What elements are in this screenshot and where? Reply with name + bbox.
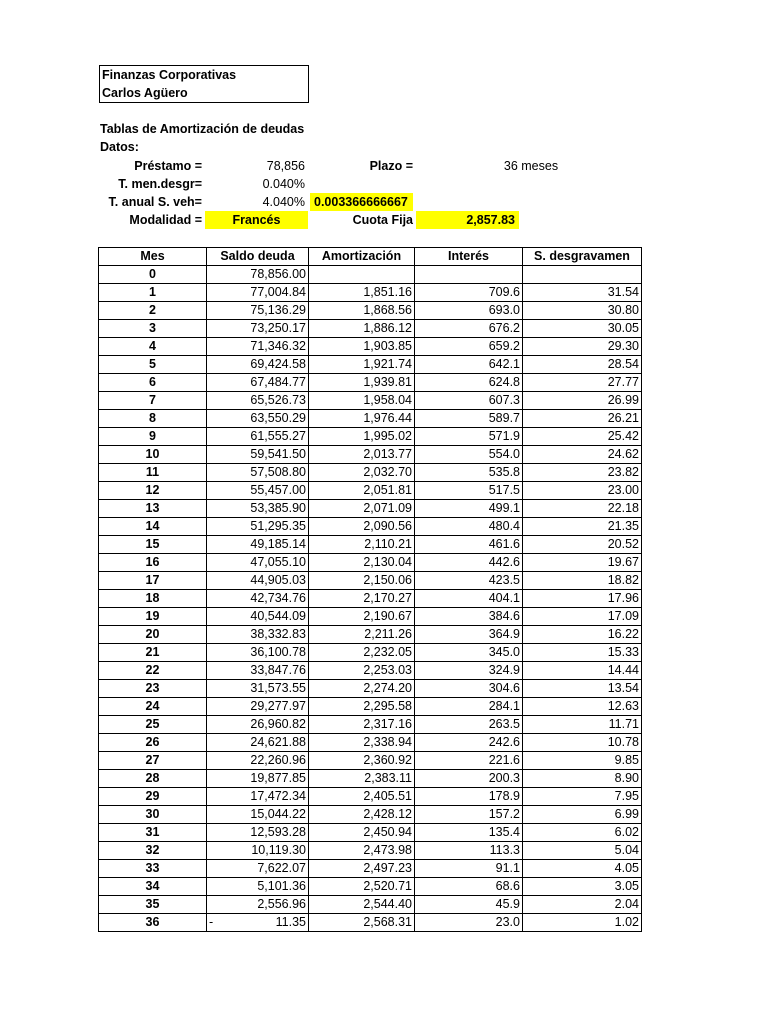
cell-interes: 480.4 [415, 518, 523, 536]
cell-saldo: 63,550.29 [207, 410, 309, 428]
cell-mes: 17 [99, 572, 207, 590]
cell-desgravamen: 19.67 [523, 554, 642, 572]
tanual-monthly-rate: 0.003366666667 [310, 193, 413, 211]
table-row [99, 464, 642, 482]
table-header-row [99, 248, 642, 266]
table-row [99, 482, 642, 500]
cell-amortizacion: 1,939.81 [309, 374, 415, 392]
cell-saldo: 59,541.50 [207, 446, 309, 464]
cell-amortizacion: 1,995.02 [309, 428, 415, 446]
cell-mes: 14 [99, 518, 207, 536]
cell-interes: 221.6 [415, 752, 523, 770]
cell-saldo: 78,856.00 [207, 266, 309, 284]
cell-amortizacion: 1,976.44 [309, 410, 415, 428]
cell-mes: 3 [99, 320, 207, 338]
cell-mes: 12 [99, 482, 207, 500]
cell-interes: 242.6 [415, 734, 523, 752]
table-row [99, 572, 642, 590]
cell-desgravamen: 8.90 [523, 770, 642, 788]
col-header-saldo: Saldo deuda [207, 248, 309, 266]
cell-desgravamen [523, 266, 642, 284]
cell-amortizacion: 2,317.16 [309, 716, 415, 734]
cell-saldo: 47,055.10 [207, 554, 309, 572]
cell-interes: 91.1 [415, 860, 523, 878]
cell-interes: 113.3 [415, 842, 523, 860]
cell-saldo: 69,424.58 [207, 356, 309, 374]
cell-desgravamen: 13.54 [523, 680, 642, 698]
table-row [99, 266, 642, 284]
cell-saldo: 5,101.36 [207, 878, 309, 896]
cell-amortizacion: 2,295.58 [309, 698, 415, 716]
cell-desgravamen: 16.22 [523, 626, 642, 644]
cell-amortizacion: 2,450.94 [309, 824, 415, 842]
table-row [99, 752, 642, 770]
table-row [99, 500, 642, 518]
cell-mes: 7 [99, 392, 207, 410]
cell-desgravamen: 18.82 [523, 572, 642, 590]
table-row [99, 824, 642, 842]
cell-mes: 26 [99, 734, 207, 752]
cell-desgravamen: 26.99 [523, 392, 642, 410]
cell-amortizacion: 1,886.12 [309, 320, 415, 338]
cell-amortizacion: 2,170.27 [309, 590, 415, 608]
cell-amortizacion: 2,190.67 [309, 608, 415, 626]
cell-amortizacion: 2,013.77 [309, 446, 415, 464]
table-row [99, 644, 642, 662]
table-row [99, 842, 642, 860]
cell-interes: 324.9 [415, 662, 523, 680]
cell-interes: 517.5 [415, 482, 523, 500]
cell-mes: 20 [99, 626, 207, 644]
cell-saldo: 44,905.03 [207, 572, 309, 590]
cell-amortizacion: 2,051.81 [309, 482, 415, 500]
cell-amortizacion: 2,338.94 [309, 734, 415, 752]
cell-desgravamen: 29.30 [523, 338, 642, 356]
cell-interes: 624.8 [415, 374, 523, 392]
cell-desgravamen: 30.80 [523, 302, 642, 320]
table-row [99, 896, 642, 914]
table-row [99, 734, 642, 752]
cell-amortizacion: 1,921.74 [309, 356, 415, 374]
cell-saldo: 38,332.83 [207, 626, 309, 644]
cell-interes: 45.9 [415, 896, 523, 914]
table-row [99, 590, 642, 608]
cell-mes: 6 [99, 374, 207, 392]
cell-mes: 27 [99, 752, 207, 770]
cell-saldo: 57,508.80 [207, 464, 309, 482]
cell-mes: 30 [99, 806, 207, 824]
cell-saldo: 51,295.35 [207, 518, 309, 536]
cuota-value: 2,857.83 [416, 211, 519, 229]
table-row [99, 554, 642, 572]
cell-mes: 33 [99, 860, 207, 878]
cell-mes: 0 [99, 266, 207, 284]
cell-amortizacion [309, 266, 415, 284]
col-header-desgravamen: S. desgravamen [523, 248, 642, 266]
table-row [99, 806, 642, 824]
negative-sign: - [209, 915, 214, 929]
cell-amortizacion: 2,568.31 [309, 914, 415, 932]
cell-desgravamen: 15.33 [523, 644, 642, 662]
cell-desgravamen: 24.62 [523, 446, 642, 464]
cell-interes: 709.6 [415, 284, 523, 302]
cell-desgravamen: 20.52 [523, 536, 642, 554]
cell-mes: 9 [99, 428, 207, 446]
cell-mes: 15 [99, 536, 207, 554]
cell-saldo: 33,847.76 [207, 662, 309, 680]
cell-saldo: 67,484.77 [207, 374, 309, 392]
cell-interes: 384.6 [415, 608, 523, 626]
table-row [99, 356, 642, 374]
cell-interes: 423.5 [415, 572, 523, 590]
cell-desgravamen: 5.04 [523, 842, 642, 860]
cell-mes: 19 [99, 608, 207, 626]
cell-interes: 200.3 [415, 770, 523, 788]
cell-interes: 535.8 [415, 464, 523, 482]
cell-mes: 10 [99, 446, 207, 464]
cell-mes: 35 [99, 896, 207, 914]
section-title: Tablas de Amortización de deudas [100, 122, 305, 136]
cell-saldo: 15,044.22 [207, 806, 309, 824]
cell-saldo: 75,136.29 [207, 302, 309, 320]
cell-desgravamen: 21.35 [523, 518, 642, 536]
table-row [99, 374, 642, 392]
table-row [99, 302, 642, 320]
cell-desgravamen: 10.78 [523, 734, 642, 752]
cell-saldo: 40,544.09 [207, 608, 309, 626]
cell-desgravamen: 23.82 [523, 464, 642, 482]
cell-mes: 13 [99, 500, 207, 518]
tanual-label: T. anual S. veh= [108, 195, 202, 209]
col-header-interes: Interés [415, 248, 523, 266]
table-row [99, 608, 642, 626]
col-header-amortizacion: Amortización [309, 248, 415, 266]
cell-mes: 11 [99, 464, 207, 482]
cell-desgravamen: 14.44 [523, 662, 642, 680]
cell-interes: 642.1 [415, 356, 523, 374]
datos-label: Datos: [100, 140, 139, 154]
cell-mes: 2 [99, 302, 207, 320]
cell-mes: 8 [99, 410, 207, 428]
cell-amortizacion: 2,520.71 [309, 878, 415, 896]
cell-saldo: 19,877.85 [207, 770, 309, 788]
table-row [99, 428, 642, 446]
cell-interes: 263.5 [415, 716, 523, 734]
cell-amortizacion: 1,958.04 [309, 392, 415, 410]
cell-amortizacion: 2,383.11 [309, 770, 415, 788]
cell-saldo: 17,472.34 [207, 788, 309, 806]
table-row [99, 770, 642, 788]
cell-mes: 23 [99, 680, 207, 698]
cell-mes: 4 [99, 338, 207, 356]
cell-desgravamen: 4.05 [523, 860, 642, 878]
cell-mes: 32 [99, 842, 207, 860]
cell-mes: 34 [99, 878, 207, 896]
cell-desgravamen: 2.04 [523, 896, 642, 914]
tmen-value: 0.040% [262, 177, 305, 191]
table-row [99, 698, 642, 716]
prestamo-value: 78,856 [266, 159, 305, 173]
cell-interes: 589.7 [415, 410, 523, 428]
table-row [99, 536, 642, 554]
cell-mes: 1 [99, 284, 207, 302]
modalidad-value: Francés [205, 211, 308, 229]
table-row [99, 716, 642, 734]
cell-amortizacion: 2,032.70 [309, 464, 415, 482]
author-name: Carlos Agüero [102, 86, 188, 100]
cell-desgravamen: 9.85 [523, 752, 642, 770]
cell-amortizacion: 1,868.56 [309, 302, 415, 320]
cell-desgravamen: 11.71 [523, 716, 642, 734]
cell-interes: 607.3 [415, 392, 523, 410]
cell-interes: 442.6 [415, 554, 523, 572]
cell-mes: 22 [99, 662, 207, 680]
cell-amortizacion: 2,253.03 [309, 662, 415, 680]
cell-interes: 68.6 [415, 878, 523, 896]
cell-desgravamen: 6.02 [523, 824, 642, 842]
cell-desgravamen: 25.42 [523, 428, 642, 446]
cell-desgravamen: 30.05 [523, 320, 642, 338]
cell-amortizacion: 2,544.40 [309, 896, 415, 914]
tanual-value: 4.040% [262, 195, 305, 209]
cell-desgravamen: 1.02 [523, 914, 642, 932]
cell-saldo: 71,346.32 [207, 338, 309, 356]
cell-desgravamen: 26.21 [523, 410, 642, 428]
cell-saldo: 49,185.14 [207, 536, 309, 554]
cell-saldo: 65,526.73 [207, 392, 309, 410]
prestamo-label: Préstamo = [134, 159, 202, 173]
cell-saldo: 53,385.90 [207, 500, 309, 518]
cell-saldo: 55,457.00 [207, 482, 309, 500]
plazo-value: 36 meses [503, 159, 559, 173]
cell-interes: 676.2 [415, 320, 523, 338]
cell-interes: 284.1 [415, 698, 523, 716]
cell-amortizacion: 2,150.06 [309, 572, 415, 590]
table-row [99, 914, 642, 932]
cell-amortizacion: 2,130.04 [309, 554, 415, 572]
cell-interes: 23.0 [415, 914, 523, 932]
table-row [99, 392, 642, 410]
cell-saldo: 12,593.28 [207, 824, 309, 842]
modalidad-label: Modalidad = [129, 213, 202, 227]
cell-saldo: 61,555.27 [207, 428, 309, 446]
table-row [99, 788, 642, 806]
cell-interes: 304.6 [415, 680, 523, 698]
cell-amortizacion: 2,274.20 [309, 680, 415, 698]
cell-desgravamen: 7.95 [523, 788, 642, 806]
cell-mes: 31 [99, 824, 207, 842]
cell-saldo: 24,621.88 [207, 734, 309, 752]
cuota-label: Cuota Fija [352, 213, 413, 227]
cell-saldo: 31,573.55 [207, 680, 309, 698]
cell-interes: 178.9 [415, 788, 523, 806]
table-row [99, 446, 642, 464]
header-box [99, 65, 309, 103]
table-row [99, 680, 642, 698]
cell-saldo: 29,277.97 [207, 698, 309, 716]
cell-saldo: 73,250.17 [207, 320, 309, 338]
cell-mes: 29 [99, 788, 207, 806]
table-row [99, 860, 642, 878]
cell-saldo: 77,004.84 [207, 284, 309, 302]
table-row [99, 284, 642, 302]
cell-desgravamen: 31.54 [523, 284, 642, 302]
cell-amortizacion: 2,360.92 [309, 752, 415, 770]
cell-interes: 659.2 [415, 338, 523, 356]
cell-saldo: 36,100.78 [207, 644, 309, 662]
cell-interes: 404.1 [415, 590, 523, 608]
cell-saldo: 42,734.76 [207, 590, 309, 608]
cell-interes: 364.9 [415, 626, 523, 644]
amortization-table [98, 247, 642, 932]
cell-desgravamen: 23.00 [523, 482, 642, 500]
cell-interes [415, 266, 523, 284]
cell-interes: 135.4 [415, 824, 523, 842]
cell-saldo: - 11.35 [207, 914, 309, 932]
cell-mes: 18 [99, 590, 207, 608]
cell-interes: 461.6 [415, 536, 523, 554]
cell-amortizacion: 2,110.21 [309, 536, 415, 554]
cell-interes: 554.0 [415, 446, 523, 464]
cell-amortizacion: 2,405.51 [309, 788, 415, 806]
cell-amortizacion: 2,090.56 [309, 518, 415, 536]
course-title: Finanzas Corporativas [102, 68, 237, 82]
cell-amortizacion: 2,473.98 [309, 842, 415, 860]
table-row [99, 338, 642, 356]
cell-desgravamen: 12.63 [523, 698, 642, 716]
table-row [99, 878, 642, 896]
table-row [99, 320, 642, 338]
cell-amortizacion: 2,497.23 [309, 860, 415, 878]
cell-desgravamen: 28.54 [523, 356, 642, 374]
cell-amortizacion: 2,428.12 [309, 806, 415, 824]
cell-mes: 28 [99, 770, 207, 788]
cell-desgravamen: 3.05 [523, 878, 642, 896]
tmen-label: T. men.desgr= [118, 177, 202, 191]
cell-desgravamen: 17.96 [523, 590, 642, 608]
cell-amortizacion: 2,071.09 [309, 500, 415, 518]
cell-amortizacion: 2,232.05 [309, 644, 415, 662]
cell-mes: 21 [99, 644, 207, 662]
cell-saldo: 22,260.96 [207, 752, 309, 770]
cell-interes: 157.2 [415, 806, 523, 824]
cell-mes: 25 [99, 716, 207, 734]
cell-interes: 693.0 [415, 302, 523, 320]
cell-mes: 16 [99, 554, 207, 572]
cell-amortizacion: 1,851.16 [309, 284, 415, 302]
col-header-mes: Mes [99, 248, 207, 266]
cell-desgravamen: 27.77 [523, 374, 642, 392]
plazo-label: Plazo = [369, 159, 413, 173]
table-row [99, 518, 642, 536]
cell-desgravamen: 17.09 [523, 608, 642, 626]
cell-interes: 499.1 [415, 500, 523, 518]
cell-amortizacion: 1,903.85 [309, 338, 415, 356]
cell-interes: 571.9 [415, 428, 523, 446]
cell-saldo: 2,556.96 [207, 896, 309, 914]
cell-desgravamen: 22.18 [523, 500, 642, 518]
table-row [99, 626, 642, 644]
cell-saldo: 7,622.07 [207, 860, 309, 878]
cell-mes: 5 [99, 356, 207, 374]
cell-mes: 36 [99, 914, 207, 932]
cell-saldo: 26,960.82 [207, 716, 309, 734]
cell-amortizacion: 2,211.26 [309, 626, 415, 644]
table-row [99, 410, 642, 428]
cell-interes: 345.0 [415, 644, 523, 662]
cell-desgravamen: 6.99 [523, 806, 642, 824]
table-row [99, 662, 642, 680]
cell-saldo: 10,119.30 [207, 842, 309, 860]
cell-mes: 24 [99, 698, 207, 716]
